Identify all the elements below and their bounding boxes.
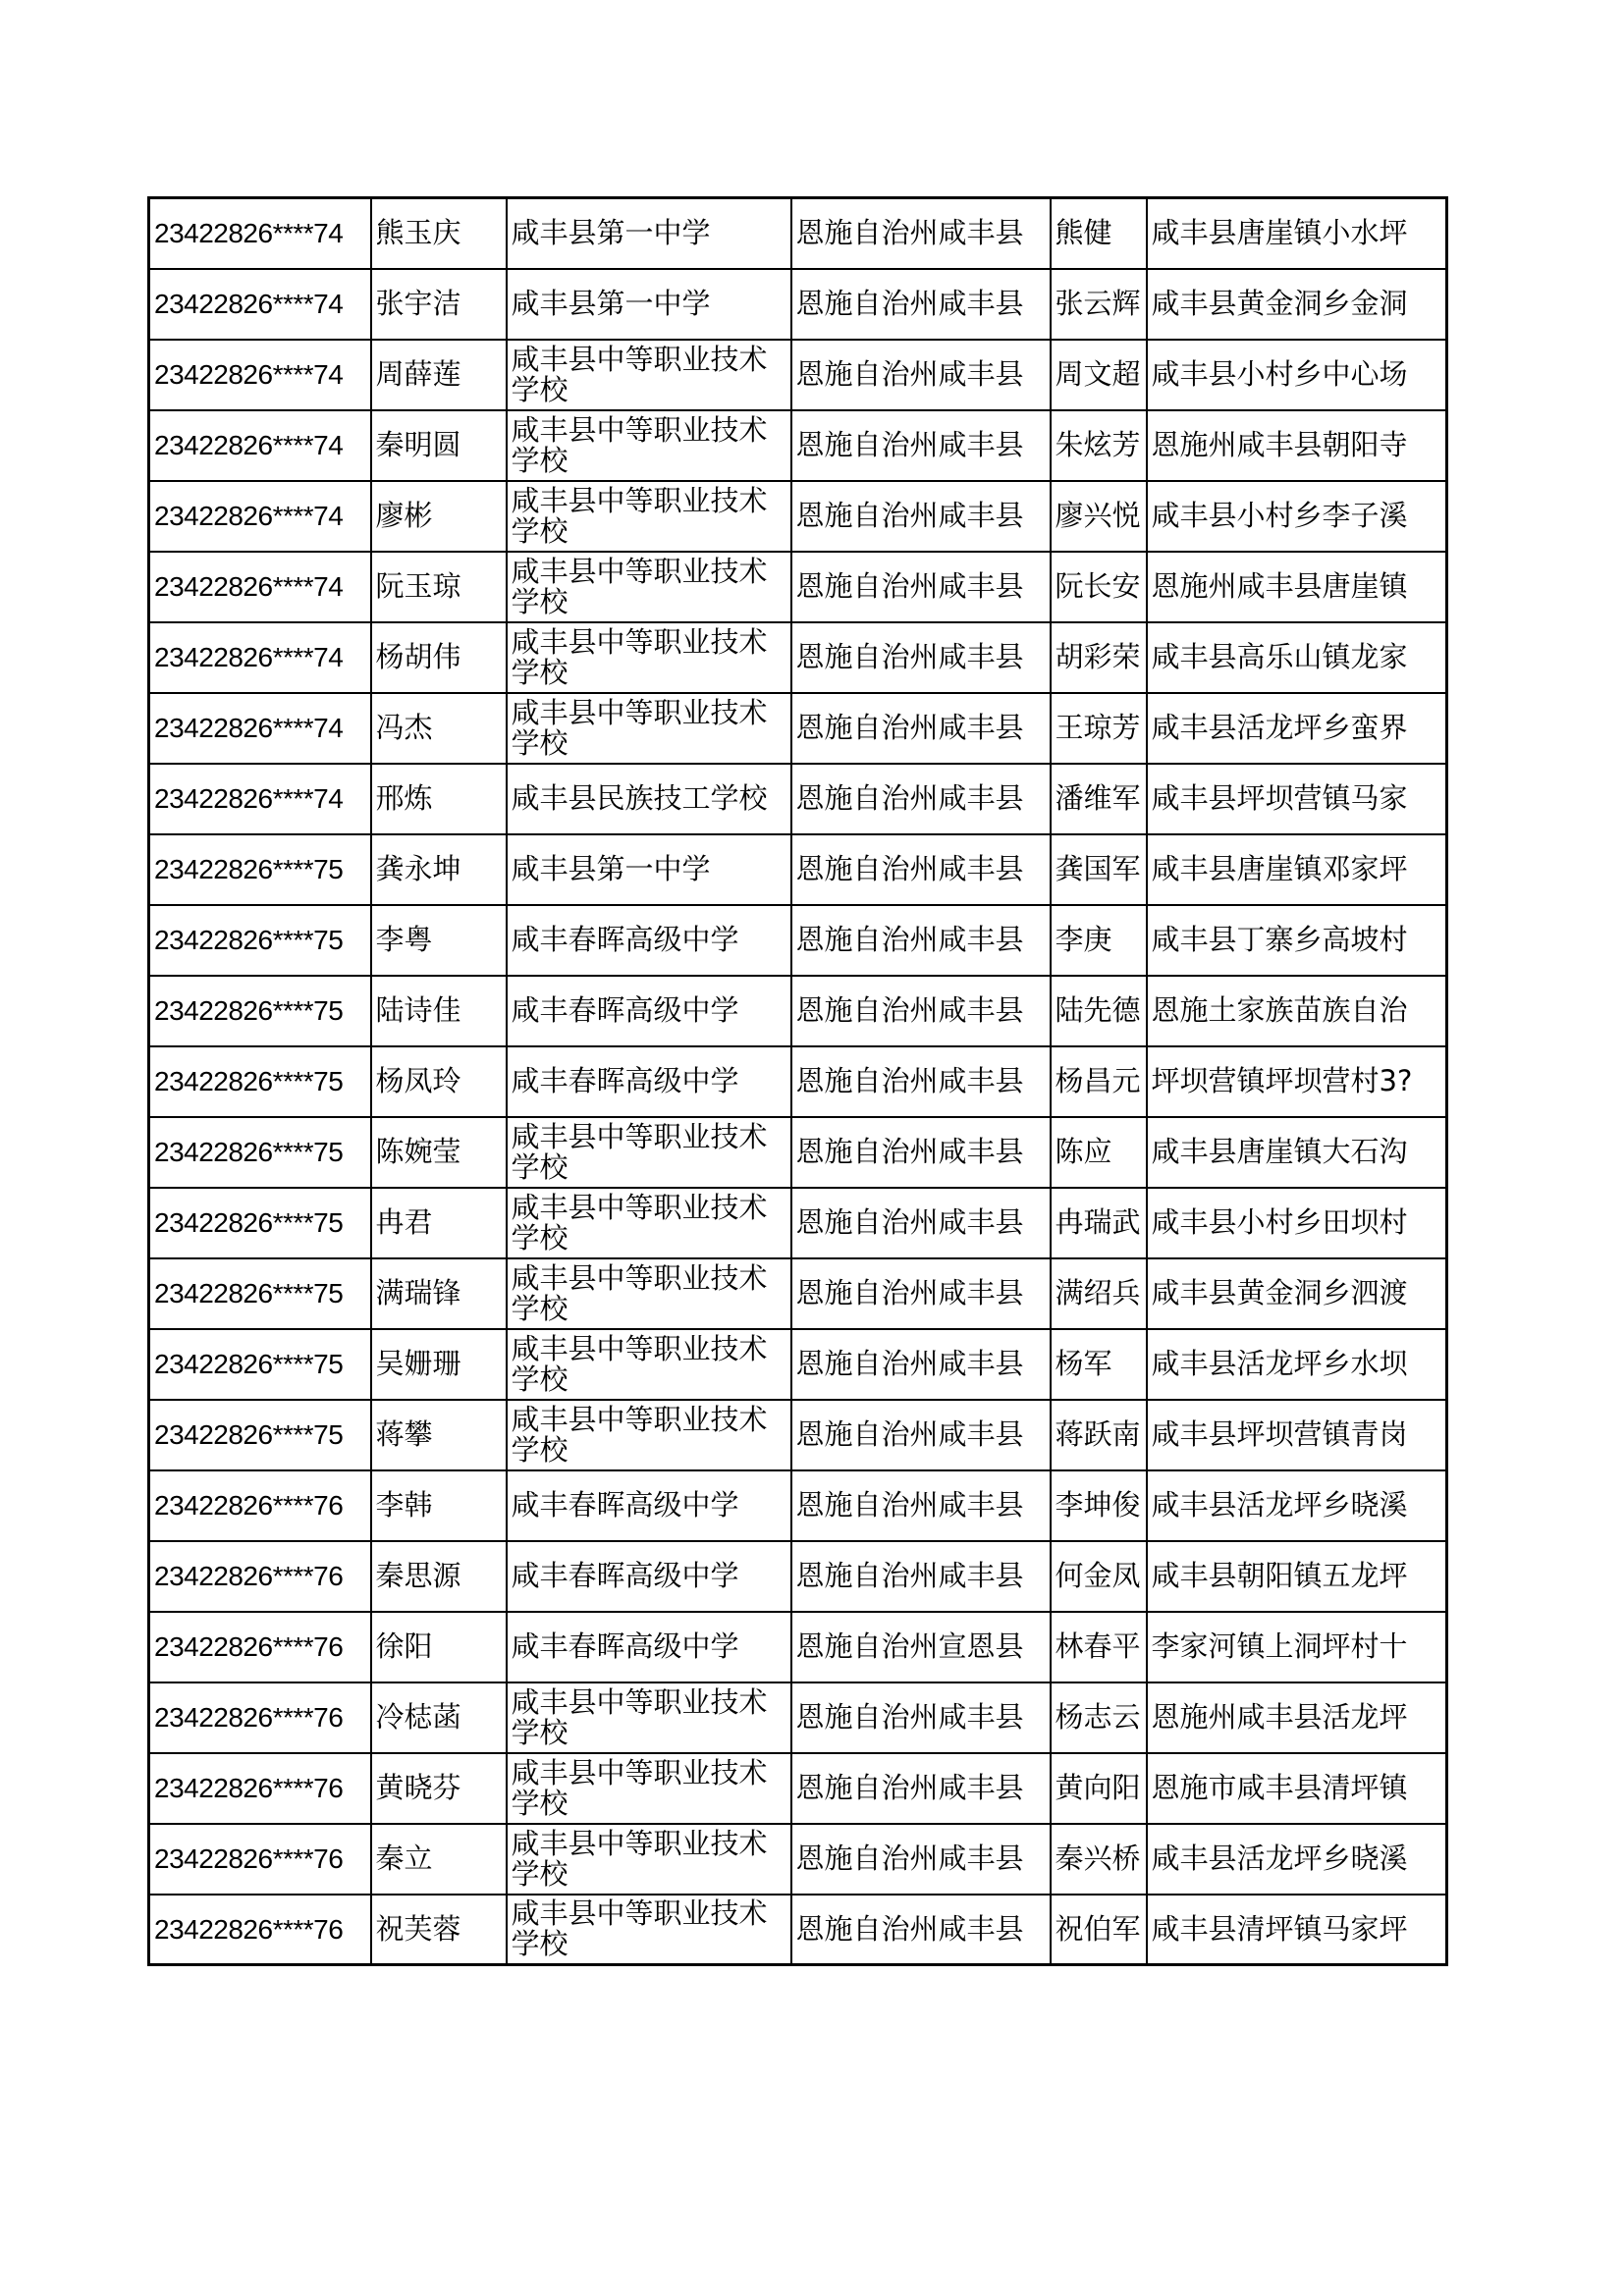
region-cell: 恩施自治州咸丰县 (791, 1046, 1051, 1117)
guardian-name-cell: 阮长安 (1051, 552, 1147, 622)
table-row (149, 1541, 1447, 1612)
guardian-name-cell: 王琼芳 (1051, 693, 1147, 764)
guardian-name-cell: 周文超 (1051, 340, 1147, 410)
address-cell: 恩施市咸丰县清坪镇 (1147, 1753, 1447, 1824)
address-cell: 咸丰县唐崖镇邓家坪 (1147, 834, 1447, 905)
school-cell: 咸丰县中等职业技术学校 (507, 1117, 791, 1188)
guardian-name-cell: 秦兴桥 (1051, 1824, 1147, 1895)
table-row (149, 1117, 1447, 1188)
student-name-cell: 黄晓芬 (371, 1753, 507, 1824)
region-cell: 恩施自治州咸丰县 (791, 905, 1051, 976)
address-cell: 咸丰县坪坝营镇马家 (1147, 764, 1447, 834)
region-cell: 恩施自治州宣恩县 (791, 1612, 1051, 1682)
guardian-name-cell: 何金凤 (1051, 1541, 1147, 1612)
region-cell: 恩施自治州咸丰县 (791, 1682, 1051, 1753)
school-cell: 咸丰春晖高级中学 (507, 976, 791, 1046)
guardian-name-cell: 潘维军 (1051, 764, 1147, 834)
region-cell: 恩施自治州咸丰县 (791, 764, 1051, 834)
region-cell: 恩施自治州咸丰县 (791, 1541, 1051, 1612)
region-cell: 恩施自治州咸丰县 (791, 693, 1051, 764)
region-cell: 恩施自治州咸丰县 (791, 410, 1051, 481)
guardian-name-cell: 杨军 (1051, 1329, 1147, 1400)
student-name-cell: 祝芙蓉 (371, 1895, 507, 1965)
id-number-cell: 23422826****75 (149, 976, 371, 1046)
school-cell: 咸丰春晖高级中学 (507, 1470, 791, 1541)
id-number-cell: 23422826****76 (149, 1541, 371, 1612)
table-row (149, 1824, 1447, 1895)
region-cell: 恩施自治州咸丰县 (791, 976, 1051, 1046)
school-cell: 咸丰县第一中学 (507, 269, 791, 340)
region-cell: 恩施自治州咸丰县 (791, 1895, 1051, 1965)
table-row (149, 905, 1447, 976)
address-cell: 恩施土家族苗族自治 (1147, 976, 1447, 1046)
table-row (149, 834, 1447, 905)
id-number-cell: 23422826****75 (149, 1258, 371, 1329)
student-name-cell: 李韩 (371, 1470, 507, 1541)
guardian-name-cell: 龚国军 (1051, 834, 1147, 905)
school-cell: 咸丰县中等职业技术学校 (507, 1682, 791, 1753)
school-cell: 咸丰县中等职业技术学校 (507, 552, 791, 622)
student-table (147, 196, 1448, 1966)
student-name-cell: 张宇洁 (371, 269, 507, 340)
school-cell: 咸丰县中等职业技术学校 (507, 1258, 791, 1329)
student-name-cell: 冯杰 (371, 693, 507, 764)
address-cell: 恩施州咸丰县活龙坪 (1147, 1682, 1447, 1753)
guardian-name-cell: 李庚 (1051, 905, 1147, 976)
address-cell: 咸丰县坪坝营镇青岗 (1147, 1400, 1447, 1470)
guardian-name-cell: 满绍兵 (1051, 1258, 1147, 1329)
region-cell: 恩施自治州咸丰县 (791, 1400, 1051, 1470)
id-number-cell: 23422826****76 (149, 1682, 371, 1753)
student-name-cell: 陈婉莹 (371, 1117, 507, 1188)
id-number-cell: 23422826****75 (149, 1046, 371, 1117)
student-name-cell: 吴姗珊 (371, 1329, 507, 1400)
school-cell: 咸丰县中等职业技术学校 (507, 410, 791, 481)
address-cell: 咸丰县小村乡李子溪 (1147, 481, 1447, 552)
table-row (149, 410, 1447, 481)
guardian-name-cell: 朱炫芳 (1051, 410, 1147, 481)
student-name-cell: 冉君 (371, 1188, 507, 1258)
table-row (149, 552, 1447, 622)
student-name-cell: 陆诗佳 (371, 976, 507, 1046)
student-name-cell: 李粤 (371, 905, 507, 976)
guardian-name-cell: 张云辉 (1051, 269, 1147, 340)
student-name-cell: 阮玉琼 (371, 552, 507, 622)
address-cell: 咸丰县丁寨乡高坡村 (1147, 905, 1447, 976)
region-cell: 恩施自治州咸丰县 (791, 1117, 1051, 1188)
school-cell: 咸丰县中等职业技术学校 (507, 340, 791, 410)
table-row (149, 1612, 1447, 1682)
address-cell: 坪坝营镇坪坝营村3? (1147, 1046, 1447, 1117)
student-name-cell: 秦明圆 (371, 410, 507, 481)
school-cell: 咸丰县中等职业技术学校 (507, 1400, 791, 1470)
table-row (149, 1400, 1447, 1470)
address-cell: 咸丰县高乐山镇龙家 (1147, 622, 1447, 693)
student-name-cell: 邢炼 (371, 764, 507, 834)
school-cell: 咸丰县中等职业技术学校 (507, 1329, 791, 1400)
table-row (149, 1895, 1447, 1965)
student-name-cell: 秦立 (371, 1824, 507, 1895)
id-number-cell: 23422826****74 (149, 552, 371, 622)
id-number-cell: 23422826****76 (149, 1753, 371, 1824)
guardian-name-cell: 杨昌元 (1051, 1046, 1147, 1117)
table-row (149, 764, 1447, 834)
student-name-cell: 徐阳 (371, 1612, 507, 1682)
id-number-cell: 23422826****75 (149, 1329, 371, 1400)
address-cell: 咸丰县黄金洞乡泗渡 (1147, 1258, 1447, 1329)
address-cell: 咸丰县小村乡中心场 (1147, 340, 1447, 410)
student-name-cell: 冷梽菡 (371, 1682, 507, 1753)
id-number-cell: 23422826****74 (149, 481, 371, 552)
student-name-cell: 杨凤玲 (371, 1046, 507, 1117)
student-name-cell: 蒋攀 (371, 1400, 507, 1470)
student-name-cell: 龚永坤 (371, 834, 507, 905)
school-cell: 咸丰县第一中学 (507, 198, 791, 269)
address-cell: 恩施州咸丰县唐崖镇 (1147, 552, 1447, 622)
id-number-cell: 23422826****75 (149, 1188, 371, 1258)
school-cell: 咸丰春晖高级中学 (507, 905, 791, 976)
address-cell: 咸丰县活龙坪乡晓溪 (1147, 1824, 1447, 1895)
address-cell: 咸丰县唐崖镇大石沟 (1147, 1117, 1447, 1188)
region-cell: 恩施自治州咸丰县 (791, 198, 1051, 269)
guardian-name-cell: 陈应 (1051, 1117, 1147, 1188)
guardian-name-cell: 熊健 (1051, 198, 1147, 269)
guardian-name-cell: 黄向阳 (1051, 1753, 1147, 1824)
table-row (149, 1329, 1447, 1400)
school-cell: 咸丰春晖高级中学 (507, 1612, 791, 1682)
guardian-name-cell: 李坤俊 (1051, 1470, 1147, 1541)
school-cell: 咸丰县第一中学 (507, 834, 791, 905)
table-row (149, 1470, 1447, 1541)
guardian-name-cell: 祝伯军 (1051, 1895, 1147, 1965)
id-number-cell: 23422826****74 (149, 764, 371, 834)
region-cell: 恩施自治州咸丰县 (791, 834, 1051, 905)
table-body (149, 198, 1447, 1965)
region-cell: 恩施自治州咸丰县 (791, 481, 1051, 552)
school-cell: 咸丰县中等职业技术学校 (507, 622, 791, 693)
table-row (149, 481, 1447, 552)
address-cell: 咸丰县活龙坪乡水坝 (1147, 1329, 1447, 1400)
id-number-cell: 23422826****76 (149, 1470, 371, 1541)
student-name-cell: 廖彬 (371, 481, 507, 552)
school-cell: 咸丰春晖高级中学 (507, 1541, 791, 1612)
table-row (149, 269, 1447, 340)
address-cell: 咸丰县黄金洞乡金洞 (1147, 269, 1447, 340)
table-row (149, 1188, 1447, 1258)
school-cell: 咸丰县中等职业技术学校 (507, 693, 791, 764)
id-number-cell: 23422826****75 (149, 834, 371, 905)
region-cell: 恩施自治州咸丰县 (791, 1824, 1051, 1895)
region-cell: 恩施自治州咸丰县 (791, 1188, 1051, 1258)
student-name-cell: 周薛莲 (371, 340, 507, 410)
address-cell: 恩施州咸丰县朝阳寺 (1147, 410, 1447, 481)
id-number-cell: 23422826****76 (149, 1824, 371, 1895)
id-number-cell: 23422826****74 (149, 693, 371, 764)
table-row (149, 622, 1447, 693)
guardian-name-cell: 蒋跃南 (1051, 1400, 1147, 1470)
student-name-cell: 满瑞锋 (371, 1258, 507, 1329)
table-row (149, 1258, 1447, 1329)
student-name-cell: 秦思源 (371, 1541, 507, 1612)
guardian-name-cell: 廖兴悦 (1051, 481, 1147, 552)
table-row (149, 1046, 1447, 1117)
school-cell: 咸丰县中等职业技术学校 (507, 1824, 791, 1895)
table-row (149, 340, 1447, 410)
region-cell: 恩施自治州咸丰县 (791, 622, 1051, 693)
address-cell: 咸丰县朝阳镇五龙坪 (1147, 1541, 1447, 1612)
student-name-cell: 熊玉庆 (371, 198, 507, 269)
region-cell: 恩施自治州咸丰县 (791, 1753, 1051, 1824)
school-cell: 咸丰县中等职业技术学校 (507, 1753, 791, 1824)
guardian-name-cell: 杨志云 (1051, 1682, 1147, 1753)
table-row (149, 693, 1447, 764)
guardian-name-cell: 陆先德 (1051, 976, 1147, 1046)
id-number-cell: 23422826****75 (149, 1400, 371, 1470)
school-cell: 咸丰春晖高级中学 (507, 1046, 791, 1117)
table-row (149, 976, 1447, 1046)
address-cell: 咸丰县唐崖镇小水坪 (1147, 198, 1447, 269)
region-cell: 恩施自治州咸丰县 (791, 1470, 1051, 1541)
school-cell: 咸丰县民族技工学校 (507, 764, 791, 834)
student-name-cell: 杨胡伟 (371, 622, 507, 693)
id-number-cell: 23422826****74 (149, 410, 371, 481)
region-cell: 恩施自治州咸丰县 (791, 269, 1051, 340)
id-number-cell: 23422826****74 (149, 198, 371, 269)
id-number-cell: 23422826****75 (149, 905, 371, 976)
id-number-cell: 23422826****74 (149, 340, 371, 410)
table-row (149, 1682, 1447, 1753)
id-number-cell: 23422826****74 (149, 269, 371, 340)
guardian-name-cell: 胡彩荣 (1051, 622, 1147, 693)
table-row (149, 1753, 1447, 1824)
school-cell: 咸丰县中等职业技术学校 (507, 481, 791, 552)
id-number-cell: 23422826****76 (149, 1612, 371, 1682)
address-cell: 咸丰县活龙坪乡晓溪 (1147, 1470, 1447, 1541)
region-cell: 恩施自治州咸丰县 (791, 1258, 1051, 1329)
address-cell: 李家河镇上洞坪村十 (1147, 1612, 1447, 1682)
id-number-cell: 23422826****74 (149, 622, 371, 693)
table-row (149, 198, 1447, 269)
address-cell: 咸丰县小村乡田坝村 (1147, 1188, 1447, 1258)
school-cell: 咸丰县中等职业技术学校 (507, 1895, 791, 1965)
id-number-cell: 23422826****75 (149, 1117, 371, 1188)
school-cell: 咸丰县中等职业技术学校 (507, 1188, 791, 1258)
guardian-name-cell: 冉瑞武 (1051, 1188, 1147, 1258)
id-number-cell: 23422826****76 (149, 1895, 371, 1965)
region-cell: 恩施自治州咸丰县 (791, 340, 1051, 410)
address-cell: 咸丰县清坪镇马家坪 (1147, 1895, 1447, 1965)
address-cell: 咸丰县活龙坪乡蛮界 (1147, 693, 1447, 764)
guardian-name-cell: 林春平 (1051, 1612, 1147, 1682)
region-cell: 恩施自治州咸丰县 (791, 1329, 1051, 1400)
region-cell: 恩施自治州咸丰县 (791, 552, 1051, 622)
